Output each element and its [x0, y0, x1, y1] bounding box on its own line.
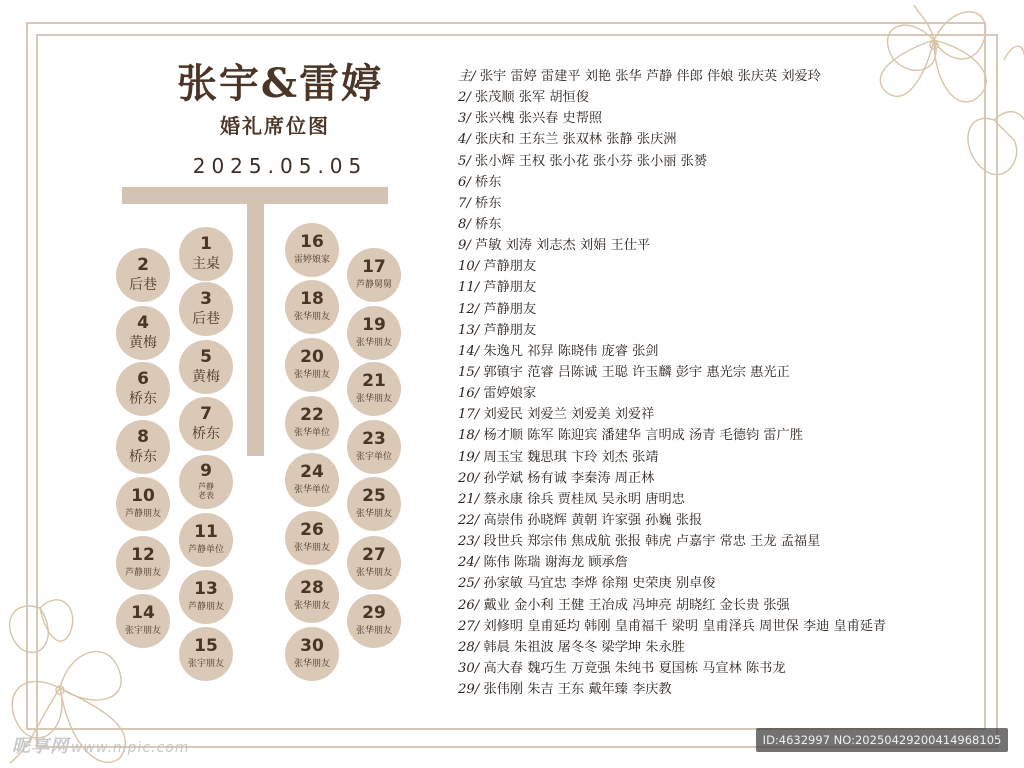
roster-line	[458, 404, 968, 425]
table-28	[285, 569, 339, 623]
table-number: 29	[362, 603, 386, 624]
roster-line	[458, 214, 968, 235]
table-label: 张华朋友	[355, 626, 392, 637]
table-number: 3	[200, 289, 212, 310]
roster-line	[458, 616, 968, 637]
table-12	[116, 536, 170, 590]
table-19	[347, 306, 401, 360]
table-label: 雷婷娘家	[293, 255, 330, 266]
table-label: 芦静朋友	[124, 568, 161, 579]
roster-line	[458, 531, 968, 552]
roster-line	[458, 172, 968, 193]
table-20	[285, 338, 339, 392]
table-label: 张华朋友	[293, 312, 330, 323]
table-number: 2	[137, 255, 149, 276]
roster-guest-names: 雷婷娘家	[483, 386, 537, 402]
table-label: 张华朋友	[293, 543, 330, 554]
table-11	[179, 513, 233, 567]
seating-chart-subtitle: 婚礼席位图	[220, 114, 330, 138]
table-label: 桥东	[192, 426, 220, 443]
roster-line	[458, 362, 968, 383]
table-18	[285, 280, 339, 334]
table-number: 7	[200, 404, 212, 425]
roster-line	[458, 425, 968, 446]
table-label: 张华单位	[293, 428, 330, 439]
table-label: 张华朋友	[355, 568, 392, 579]
roster-table-number: 9/	[458, 238, 471, 254]
table-number: 11	[194, 522, 218, 543]
table-24	[285, 453, 339, 507]
table-number: 1	[200, 234, 212, 255]
table-label: 芦静老表	[198, 482, 214, 500]
roster-line	[458, 108, 968, 129]
table-13	[179, 570, 233, 624]
roster-guest-names: 张庆和 王东兰 张双林 张静 张庆洲	[475, 132, 677, 148]
table-number: 10	[131, 486, 155, 507]
image-id-badge: ID:4632997 NO:20250429200414968105	[756, 728, 1008, 752]
table-number: 12	[131, 545, 155, 566]
table-number: 5	[200, 347, 212, 368]
roster-table-number: 25/	[458, 576, 480, 592]
roster-line	[458, 447, 968, 468]
table-label: 张宇单位	[355, 452, 392, 463]
roster-table-number: 13/	[458, 322, 480, 338]
table-number: 13	[194, 579, 218, 600]
table-number: 15	[194, 636, 218, 657]
table-label: 芦静舅舅	[355, 280, 392, 291]
table-25	[347, 477, 401, 531]
table-number: 25	[362, 486, 386, 507]
roster-line	[458, 658, 968, 679]
table-number: 14	[131, 603, 155, 624]
table-number: 23	[362, 429, 386, 450]
roster-table-number: 17/	[458, 407, 480, 423]
roster-guest-names: 刘修明 皇甫延均 韩刚 皇甫福千 梁明 皇甫泽兵 周世保 李迪 皇甫延青	[483, 618, 887, 634]
table-4	[116, 306, 170, 360]
table-27	[347, 536, 401, 590]
roster-table-number: 3/	[458, 111, 471, 127]
roster-guest-names: 蔡永康 徐兵 贾桂凤 吴永明 唐明忠	[483, 491, 685, 507]
roster-line	[458, 468, 968, 489]
table-5	[179, 340, 233, 394]
roster-guest-names: 戴业 金小利 王健 王冶成 冯坤亮 胡晓红 金长贵 张强	[483, 597, 790, 613]
table-16	[285, 223, 339, 277]
wedding-date: 2025.05.05	[192, 154, 368, 178]
roster-line	[458, 320, 968, 341]
table-label: 张华朋友	[293, 659, 330, 670]
roster-line	[458, 552, 968, 573]
table-number: 30	[300, 636, 324, 657]
table-number: 28	[300, 578, 324, 599]
table-1	[179, 227, 233, 281]
roster-table-number: 14/	[458, 343, 480, 359]
roster-table-number: 18/	[458, 428, 480, 444]
roster-line	[458, 679, 968, 700]
roster-guest-names: 张茂顺 张军 胡恒俊	[475, 90, 589, 106]
table-6	[116, 362, 170, 416]
roster-table-number: 26/	[458, 597, 480, 613]
roster-guest-names: 张兴槐 张兴春 史帮照	[475, 111, 603, 127]
site-watermark	[12, 732, 190, 758]
roster-guest-names: 芦静朋友	[483, 259, 537, 275]
table-number: 8	[137, 427, 149, 448]
roster-line	[458, 151, 968, 172]
roster-table-number: 5/	[458, 153, 471, 169]
roster-guest-names: 杨才顺 陈军 陈迎宾 潘建华 言明成 汤青 毛德钧 雷广胜	[483, 428, 803, 444]
table-number: 22	[300, 405, 324, 426]
table-label: 张华朋友	[355, 338, 392, 349]
roster-guest-names: 张小辉 王权 张小花 张小芬 张小丽 张赟	[475, 153, 708, 169]
table-number: 17	[362, 257, 386, 278]
table-number: 19	[362, 315, 386, 336]
roster-line	[458, 256, 968, 277]
table-label: 黄梅	[129, 335, 157, 352]
roster-table-number: 20/	[458, 470, 480, 486]
table-label: 张华朋友	[355, 394, 392, 405]
roster-table-number: 2/	[458, 90, 471, 106]
roster-table-number: 23/	[458, 534, 480, 550]
roster-table-number: 7/	[458, 195, 471, 211]
roster-line	[458, 510, 968, 531]
roster-table-number: 22/	[458, 512, 480, 528]
table-label: 后巷	[129, 277, 157, 294]
table-8	[116, 420, 170, 474]
roster-table-number: 28/	[458, 639, 480, 655]
table-number: 18	[300, 289, 324, 310]
roster-line	[458, 277, 968, 298]
table-label: 张宇朋友	[187, 659, 224, 670]
roster-line	[458, 637, 968, 658]
roster-guest-names: 郭镇宇 范睿 吕陈诚 王聪 许玉麟 彭宇 惠光宗 惠光正	[483, 364, 790, 380]
roster-line	[458, 235, 968, 256]
table-10	[116, 477, 170, 531]
table-number: 16	[300, 232, 324, 253]
roster-table-number: 15/	[458, 364, 480, 380]
roster-guest-names: 朱逸凡 祁舁 陈晓伟 庞睿 张剑	[483, 343, 659, 359]
roster-guest-names: 芦静朋友	[483, 280, 537, 296]
table-2	[116, 248, 170, 302]
roster-line	[458, 595, 968, 616]
roster-guest-names: 桥东	[475, 174, 502, 190]
table-26	[285, 511, 339, 565]
roster-guest-names: 高大春 魏巧生 万竟强 朱纯书 夏国栋 马宣林 陈书龙	[483, 660, 786, 676]
table-label: 主桌	[192, 256, 220, 273]
roster-table-number: 11/	[458, 280, 480, 296]
table-label: 黄梅	[192, 369, 220, 386]
table-15	[179, 627, 233, 681]
table-number: 6	[137, 369, 149, 390]
couple-names-title: 张宇&雷婷	[176, 60, 384, 107]
table-label: 芦静朋友	[187, 602, 224, 613]
roster-guest-names: 孙学斌 杨有诚 李秦涛 周正林	[483, 470, 655, 486]
roster-guest-names: 孙家敏 马宜忠 李烨 徐翔 史荣庚 别卓俊	[483, 576, 716, 592]
table-number: 20	[300, 347, 324, 368]
table-number: 9	[200, 461, 212, 482]
roster-table-number: 16/	[458, 386, 480, 402]
site-url: www.nipic.com	[71, 740, 190, 756]
roster-line	[458, 87, 968, 108]
roster-line	[458, 341, 968, 362]
roster-guest-names: 张伟刚 朱吉 王东 戴年臻 李庆教	[483, 682, 672, 698]
stage-runway	[247, 204, 264, 456]
table-17	[347, 248, 401, 302]
roster-table-number: 21/	[458, 491, 480, 507]
roster-line	[458, 193, 968, 214]
table-22	[285, 396, 339, 450]
roster-table-number: 主/	[458, 69, 476, 84]
roster-line	[458, 129, 968, 150]
roster-guest-names: 段世兵 郑宗伟 焦成航 张报 韩虎 卢嘉宇 常忠 王龙 孟福星	[483, 534, 821, 550]
table-label: 芦静单位	[187, 545, 224, 556]
table-label: 张华朋友	[293, 370, 330, 381]
table-number: 27	[362, 545, 386, 566]
stage-top-bar	[122, 187, 388, 204]
roster-guest-names: 芦敏 刘涛 刘志杰 刘娟 王仕平	[475, 238, 651, 254]
roster-guest-names: 桥东	[475, 216, 502, 232]
roster-guest-names: 高崇伟 孙晓辉 黄朝 许家强 孙巍 张报	[483, 512, 703, 528]
roster-table-number: 29/	[458, 682, 480, 698]
roster-line	[458, 573, 968, 594]
table-label: 桥东	[129, 449, 157, 466]
table-label: 后巷	[192, 311, 220, 328]
table-29	[347, 594, 401, 648]
table-label: 张华朋友	[355, 509, 392, 520]
roster-line	[458, 299, 968, 320]
table-number: 26	[300, 520, 324, 541]
table-label: 张华朋友	[293, 601, 330, 612]
roster-table-number: 8/	[458, 216, 471, 232]
table-number: 4	[137, 313, 149, 334]
table-9	[179, 455, 233, 509]
roster-guest-names: 张宇 雷婷 雷建平 刘艳 张华 芦静 伴郎 伴娘 张庆英 刘爱玲	[479, 69, 821, 84]
table-30	[285, 627, 339, 681]
table-label: 桥东	[129, 391, 157, 408]
roster-table-number: 27/	[458, 618, 480, 634]
roster-line	[458, 489, 968, 510]
table-label: 芦静朋友	[124, 509, 161, 520]
roster-table-number: 30/	[458, 660, 480, 676]
roster-table-number: 24/	[458, 555, 480, 571]
roster-guest-names: 芦静朋友	[483, 301, 537, 317]
table-label: 张宇朋友	[124, 626, 161, 637]
roster-table-number: 6/	[458, 174, 471, 190]
roster-guest-names: 芦静朋友	[483, 322, 537, 338]
roster-table-number: 10/	[458, 259, 480, 275]
table-number: 21	[362, 371, 386, 392]
roster-line	[458, 66, 968, 87]
roster-table-number: 12/	[458, 301, 480, 317]
site-name: 昵享网	[12, 736, 69, 757]
roster-guest-names: 刘爱民 刘爱兰 刘爱美 刘爱祥	[483, 407, 655, 423]
roster-table-number: 4/	[458, 132, 471, 148]
table-7	[179, 397, 233, 451]
roster-table-number: 19/	[458, 449, 480, 465]
table-23	[347, 420, 401, 474]
guest-roster-list	[458, 66, 968, 700]
table-label: 张华单位	[293, 485, 330, 496]
table-3	[179, 282, 233, 336]
roster-guest-names: 桥东	[475, 195, 502, 211]
roster-guest-names: 陈伟 陈瑞 谢海龙 顾承詹	[483, 555, 628, 571]
roster-guest-names: 韩晨 朱祖波 屠冬冬 梁学坤 朱永胜	[483, 639, 685, 655]
table-14	[116, 594, 170, 648]
table-number: 24	[300, 462, 324, 483]
roster-guest-names: 周玉宝 魏思琪 卞玲 刘杰 张靖	[483, 449, 659, 465]
roster-line	[458, 383, 968, 404]
table-21	[347, 362, 401, 416]
